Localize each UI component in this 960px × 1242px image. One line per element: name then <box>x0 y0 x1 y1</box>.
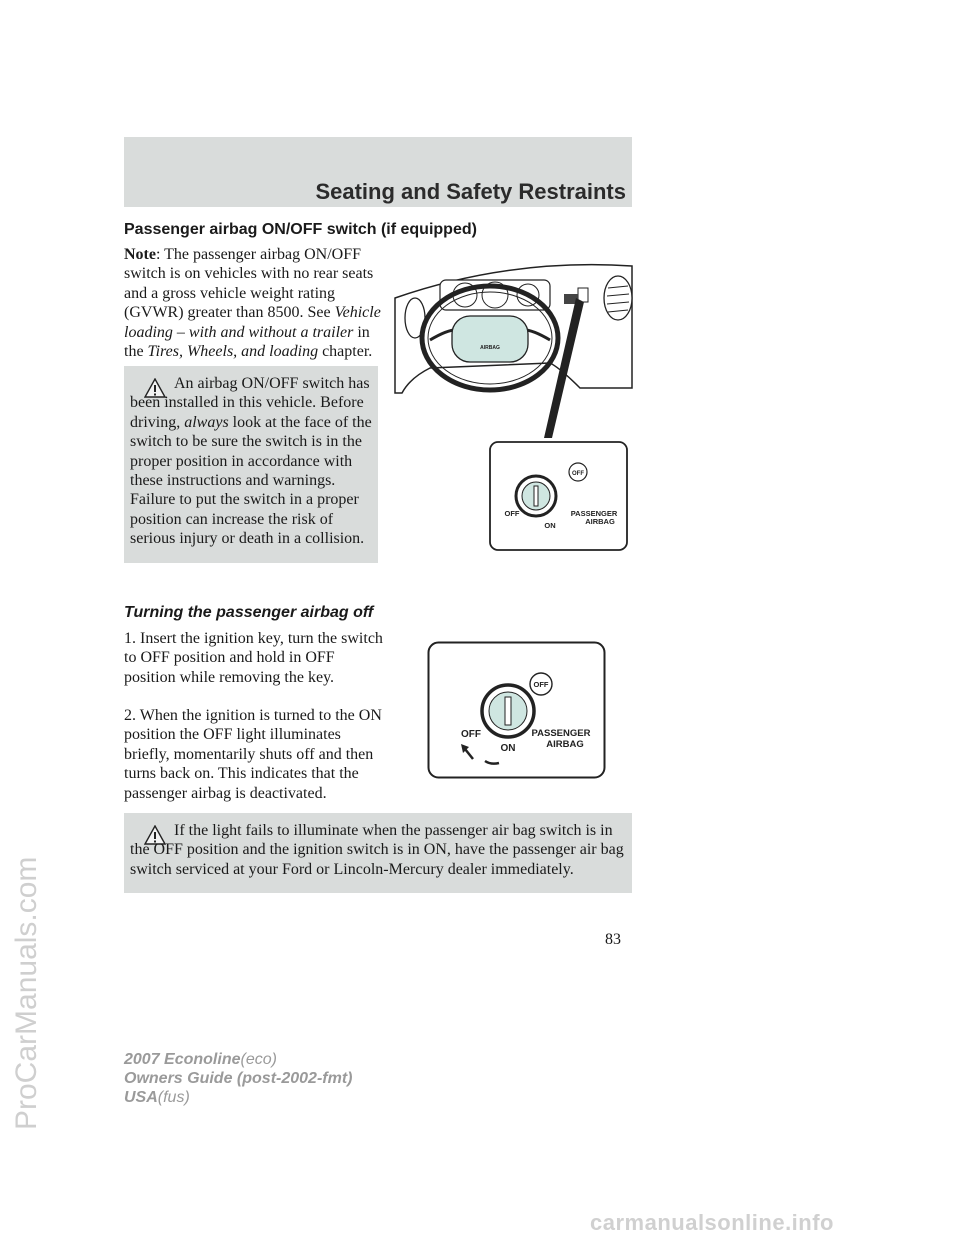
footer-model-code: (eco) <box>240 1051 277 1068</box>
note-text-a: : The passenger airbag ON/OFF switch is on vehicles with no rear seats and a gross vehicle weight rating (GVWR) greater than 8500. See <box>124 246 374 322</box>
footer-market: USA <box>124 1089 158 1106</box>
footer-block <box>124 1050 352 1107</box>
note-label: Note <box>124 246 156 263</box>
footer-market-code: (fus) <box>157 1089 190 1106</box>
figure2-off-light-label: OFF <box>533 680 549 689</box>
chapter-title: Seating and Safety Restraints <box>315 179 626 204</box>
note-ref-vehicle-loading: Vehicle loading – with and without a trailer <box>124 304 381 341</box>
header-band <box>124 137 632 207</box>
warning-box-1 <box>124 366 378 563</box>
note-text-b: in the <box>124 323 370 361</box>
warning-1-text-b: look at the face of the switch to be sure the switch is in the proper position in accordance with these instructions and warnings. Failure to put the switch in a proper position can increase the risk of serious injury or death in a collision. <box>130 413 372 548</box>
figure1-passenger-label: PASSENGER <box>570 509 618 518</box>
figure2-off-label: OFF <box>461 729 481 740</box>
warning-1-emphasis: always <box>184 413 229 431</box>
hub-airbag-label: AIRBAG <box>480 345 500 351</box>
dashboard-airbag-switch-figure <box>390 258 635 554</box>
figure2-on-label: ON <box>500 743 516 754</box>
figure1-off-label: OFF <box>504 509 520 518</box>
section-heading: Passenger airbag ON/OFF switch (if equipped) <box>124 221 477 238</box>
warning-2-text <box>130 821 626 879</box>
note-paragraph <box>124 245 386 361</box>
page-number: 83 <box>605 931 621 948</box>
warning-1-text-a: An airbag ON/OFF switch has been installed in this vehicle. Before driving, <box>130 375 370 431</box>
airbag-switch-closeup-figure <box>427 641 607 780</box>
subsection-heading: Turning the passenger airbag off <box>124 604 374 621</box>
figure2-passenger-label: PASSENGER <box>531 728 591 739</box>
footer-model: 2007 Econoline <box>124 1051 241 1068</box>
warning-2-text-body: If the light fails to illuminate when the passenger air bag switch is in the OFF position and the ignition switch is in ON, have the passenger air bag switch serviced at your Ford or Lincoln-Mercury dealer immediately. <box>130 822 624 878</box>
warning-1-text <box>130 374 375 549</box>
figure1-on-label: ON <box>544 521 556 530</box>
step-1-text: 1. Insert the ignition key, turn the switch to OFF position and hold in OFF position while removing the key. <box>124 630 383 686</box>
side-watermark: ProCarManuals.com <box>10 856 43 1130</box>
site-watermark: carmanualsonline.info <box>590 1210 834 1235</box>
note-text-c: chapter. <box>318 343 373 361</box>
note-ref-tires-chapter: Tires, Wheels, and loading <box>147 343 319 361</box>
footer-guide: Owners Guide (post-2002-fmt) <box>124 1070 353 1087</box>
figure1-airbag-label: AIRBAG <box>585 517 615 526</box>
figure1-off-light-label: OFF <box>572 471 584 477</box>
figure2-airbag-label: AIRBAG <box>546 739 584 750</box>
warning-box-2 <box>124 813 632 893</box>
step-2-text: 2. When the ignition is turned to the ON position the OFF light illuminates briefly, momentarily shuts off and then turns back on. This indicates that the passenger airbag is deactivated. <box>124 707 382 802</box>
